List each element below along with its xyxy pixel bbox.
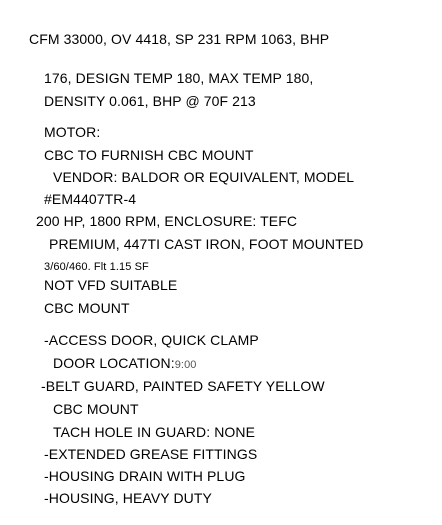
motor-vfd: NOT VFD SUITABLE [44,277,178,293]
spec-line-temps: 176, DESIGN TEMP 180, MAX TEMP 180, [44,70,314,86]
spec-line-density: DENSITY 0.061, BHP @ 70F 213 [44,93,256,109]
motor-frame: PREMIUM, 447TI CAST IRON, FOOT MOUNTED [49,236,364,252]
motor-vendor: VENDOR: BALDOR OR EQUIVALENT, MODEL [53,169,355,185]
door-location [53,354,197,374]
access-door: -ACCESS DOOR, QUICK CLAMP [44,332,259,348]
spec-line-airflow: CFM 33000, OV 4418, SP 231 RPM 1063, BHP [29,31,330,47]
grease-fittings: -EXTENDED GREASE FITTINGS [44,446,258,462]
housing-heavy-duty: -HOUSING, HEAVY DUTY [44,490,212,506]
door-location-value: 9:00 [174,359,197,371]
motor-mount: CBC MOUNT [44,300,130,316]
motor-rating: 200 HP, 1800 RPM, ENCLOSURE: TEFC [36,213,298,229]
door-location-label: DOOR LOCATION: [53,355,175,371]
belt-guard: -BELT GUARD, PAINTED SAFETY YELLOW [41,378,325,394]
housing-drain: -HOUSING DRAIN WITH PLUG [44,468,246,484]
motor-furnish: CBC TO FURNISH CBC MOUNT [44,147,254,163]
motor-electrical: 3/60/460. Flt 1.15 SF [44,261,149,273]
motor-heading: MOTOR: [44,124,101,140]
tach-hole: TACH HOLE IN GUARD: NONE [53,424,256,440]
belt-guard-mount: CBC MOUNT [53,401,139,417]
motor-model-number: #EM4407TR-4 [44,191,137,207]
